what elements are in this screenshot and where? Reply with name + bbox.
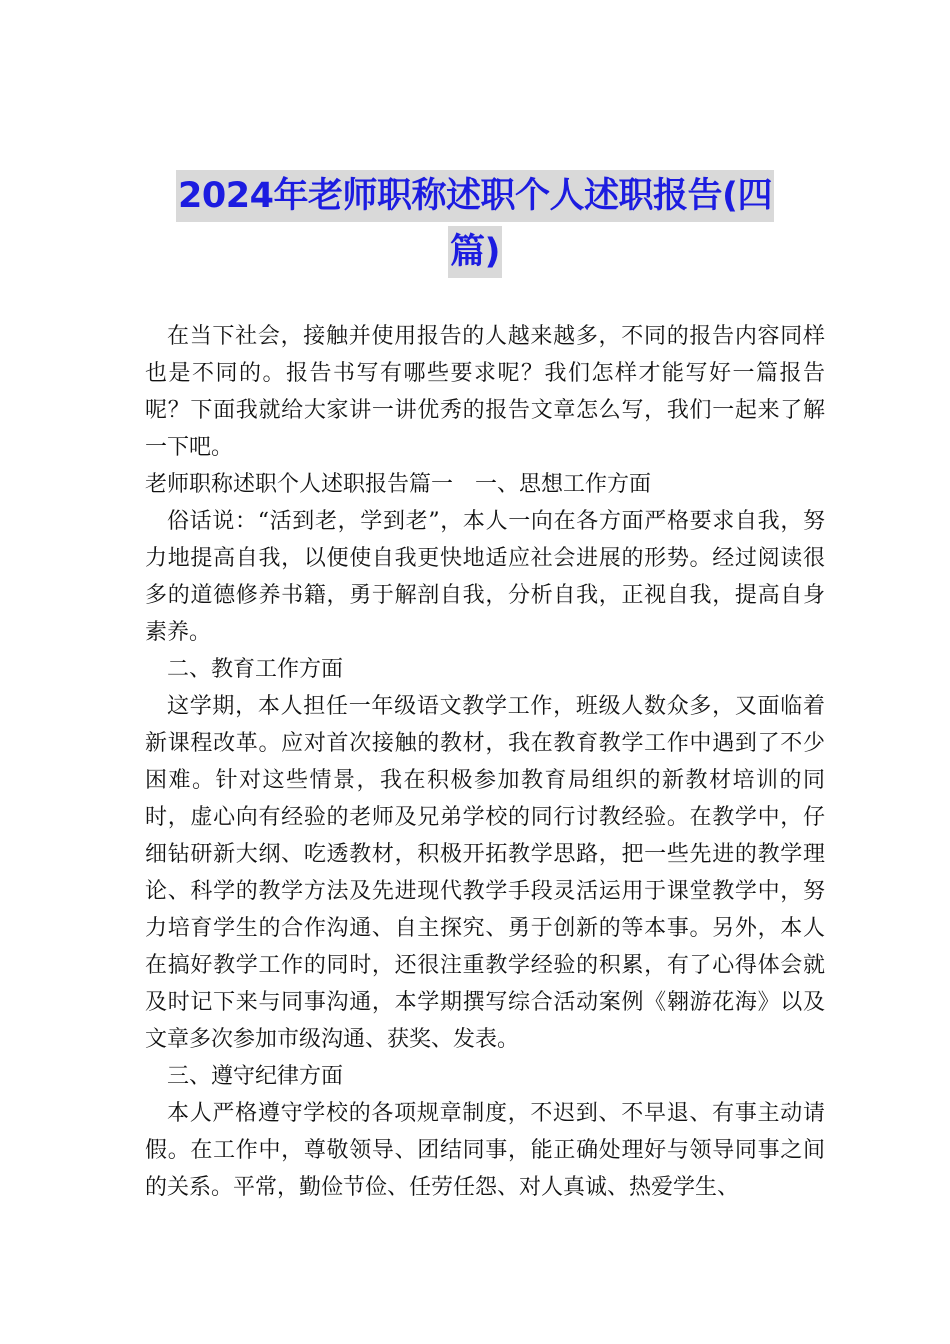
title-line-2: 篇) — [448, 226, 502, 278]
document-title — [140, 170, 810, 278]
paragraph-thought: 俗话说：“活到老，学到老”，本人一向在各方面严格要求自我，努力地提高自我，以便使自我更快地适应社会进展的形势。经过阅读很多的道德修养书籍，勇于解剖自我，分析自我，正视自我，提高自身素养。 — [145, 509, 825, 645]
title-line-1: 2024年老师职称述职个人述职报告(四 — [176, 170, 774, 222]
section-heading-1: 老师职称述职个人述职报告篇一 一、思想工作方面 — [145, 472, 652, 497]
section-heading-3: 三、遵守纪律方面 — [167, 1064, 344, 1089]
document-body — [145, 318, 825, 1206]
paragraph-education: 这学期，本人担任一年级语文教学工作，班级人数众多，又面临着新课程改革。应对首次接触的教材，我在教育教学工作中遇到了不少困难。针对这些情景，我在积极参加教育局组织的新教材培训的同时，虚心向有经验的老师及兄弟学校的同行讨教经验。在教学中，仔细钻研新大纲、吃透教材，积极开拓教学思路，把一些先进的教学理论、科学的教学方法及先进现代教学手段灵活运用于课堂教学中，努力培育学生的合作沟通、自主探究、勇于创新的等本事。另外，本人在搞好教学工作的同时，还很注重教学经验的积累，有了心得体会就及时记下来与同事沟通，本学期撰写综合活动案例《翱游花海》以及文章多次参加市级沟通、获奖、发表。 — [145, 694, 825, 1052]
section-heading-2: 二、教育工作方面 — [167, 657, 344, 682]
paragraph-discipline: 本人严格遵守学校的各项规章制度，不迟到、不早退、有事主动请假。在工作中，尊敬领导、团结同事，能正确处理好与领导同事之间的关系。平常，勤俭节俭、任劳任怨、对人真诚、热爱学生、 — [145, 1101, 825, 1200]
intro-paragraph: 在当下社会，接触并使用报告的人越来越多，不同的报告内容同样也是不同的。报告书写有哪些要求呢？我们怎样才能写好一篇报告呢？下面我就给大家讲一讲优秀的报告文章怎么写，我们一起来了解一下吧。 — [145, 324, 825, 460]
